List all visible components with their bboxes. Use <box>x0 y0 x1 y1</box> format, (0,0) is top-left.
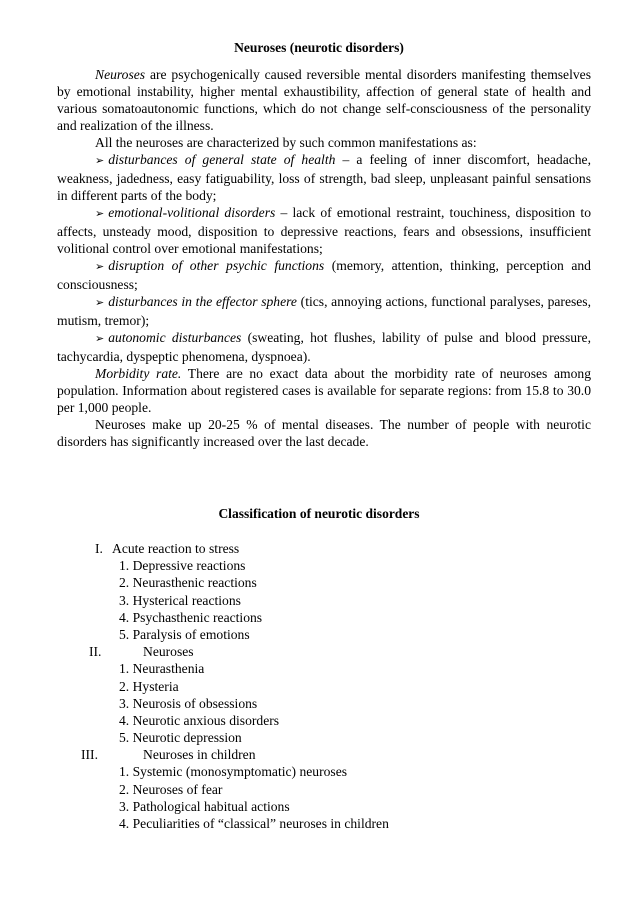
list-item: 3. Pathological habitual actions <box>119 798 290 814</box>
intro-text: are psychogenically caused reversible mental disorders manifesting themselves by emotional instability, higher mental exhaustibility, affection of general state of health and various somatoautonomic functions, which do not change self-consciousness of the personality and realization of the illness. <box>57 67 591 133</box>
list-item: 3. Hysterical reactions <box>119 592 241 608</box>
intro-paragraph <box>57 66 591 134</box>
arrow-bullet-icon: ➢ <box>95 208 105 220</box>
list-item: 1. Depressive reactions <box>119 558 246 574</box>
morbidity-text: There are no exact data about the morbidity rate of neuroses among population. Information about registered cases is available for separate regions: from 15.8 to 30.0 per 1,000 people. <box>57 366 591 415</box>
list-item: 1. Systemic (monosymptomatic) neuroses <box>119 764 348 780</box>
group-heading <box>0 540 638 557</box>
list-item: 5. Paralysis of emotions <box>119 626 250 642</box>
group-label: Neuroses <box>143 644 194 660</box>
group-label: Neuroses in children <box>143 747 256 763</box>
arrow-bullet-icon: ➢ <box>95 261 105 273</box>
bullet-text: (sweating, hot flushes, lability of pulse and blood pressure, tachycardia, dyspeptic phenomena, dyspnoea). <box>57 330 591 364</box>
group-heading <box>0 746 638 763</box>
bullet-term: emotional-volitional disorders <box>108 205 276 220</box>
roman-numeral: III. <box>81 747 98 763</box>
list-item: 3. Neurosis of obsessions <box>119 695 258 711</box>
bullet-term: disruption of other psychic functions <box>108 258 325 273</box>
list-item: 2. Neuroses of fear <box>119 781 223 797</box>
classification-list <box>0 540 638 832</box>
bullet-item <box>57 204 591 257</box>
list-item: 2. Hysteria <box>119 678 179 694</box>
list-item: 4. Neurotic anxious disorders <box>119 712 280 728</box>
roman-numeral: II. <box>89 644 102 660</box>
closing-paragraph: Neuroses make up 20-25 % of mental diseases. The number of people with neurotic disorders has significantly increased over the last decade. <box>57 417 591 449</box>
list-item: 4. Psychasthenic reactions <box>119 609 263 625</box>
bullet-item <box>57 293 591 329</box>
manifestations-lead: All the neuroses are characterized by such common manifestations as: <box>95 135 477 150</box>
body-text <box>57 66 591 450</box>
classification-title: Classification of neurotic disorders <box>218 506 420 521</box>
list-item: 2. Neurasthenic reactions <box>119 575 257 591</box>
bullet-text: (memory, attention, thinking, perception and consciousness; <box>57 258 591 292</box>
arrow-bullet-icon: ➢ <box>95 297 105 309</box>
intro-term: Neuroses <box>95 67 146 82</box>
morbidity-term: Morbidity rate. <box>95 366 182 381</box>
roman-numeral: I. <box>95 541 103 556</box>
bullet-text: – lack of emotional restraint, touchiness, disposition to affects, unsteady mood, disposition to depressive reactions, fears and obsessions, insufficient volitional control over emotional manifestations; <box>57 205 591 256</box>
list-item: 4. Peculiarities of “classical” neuroses in children <box>119 816 389 831</box>
bullet-text: – a feeling of inner discomfort, headache, weakness, jadedness, easy fatiguability, loss of strength, bad sleep, unpleasant painful sensations in different parts of the body; <box>57 152 591 203</box>
list-item: 1. Neurasthenia <box>119 661 205 677</box>
bullet-item <box>57 151 591 204</box>
group-label: Acute reaction to stress <box>112 541 240 556</box>
bullet-term: autonomic disturbances <box>108 330 242 345</box>
arrow-bullet-icon: ➢ <box>95 333 105 345</box>
bullet-item <box>57 257 591 293</box>
bullet-text: (tics, annoying actions, functional paralyses, pareses, mutism, tremor); <box>57 294 591 328</box>
page-title: Neuroses (neurotic disorders) <box>234 40 404 55</box>
arrow-bullet-icon: ➢ <box>95 155 105 167</box>
list-item: 5. Neurotic depression <box>119 730 242 746</box>
bullet-term: disturbances of general state of health <box>108 152 336 167</box>
bullet-term: disturbances in the effector sphere <box>108 294 297 309</box>
morbidity-paragraph <box>57 365 591 416</box>
group-heading <box>0 643 638 660</box>
bullet-item <box>57 329 591 365</box>
